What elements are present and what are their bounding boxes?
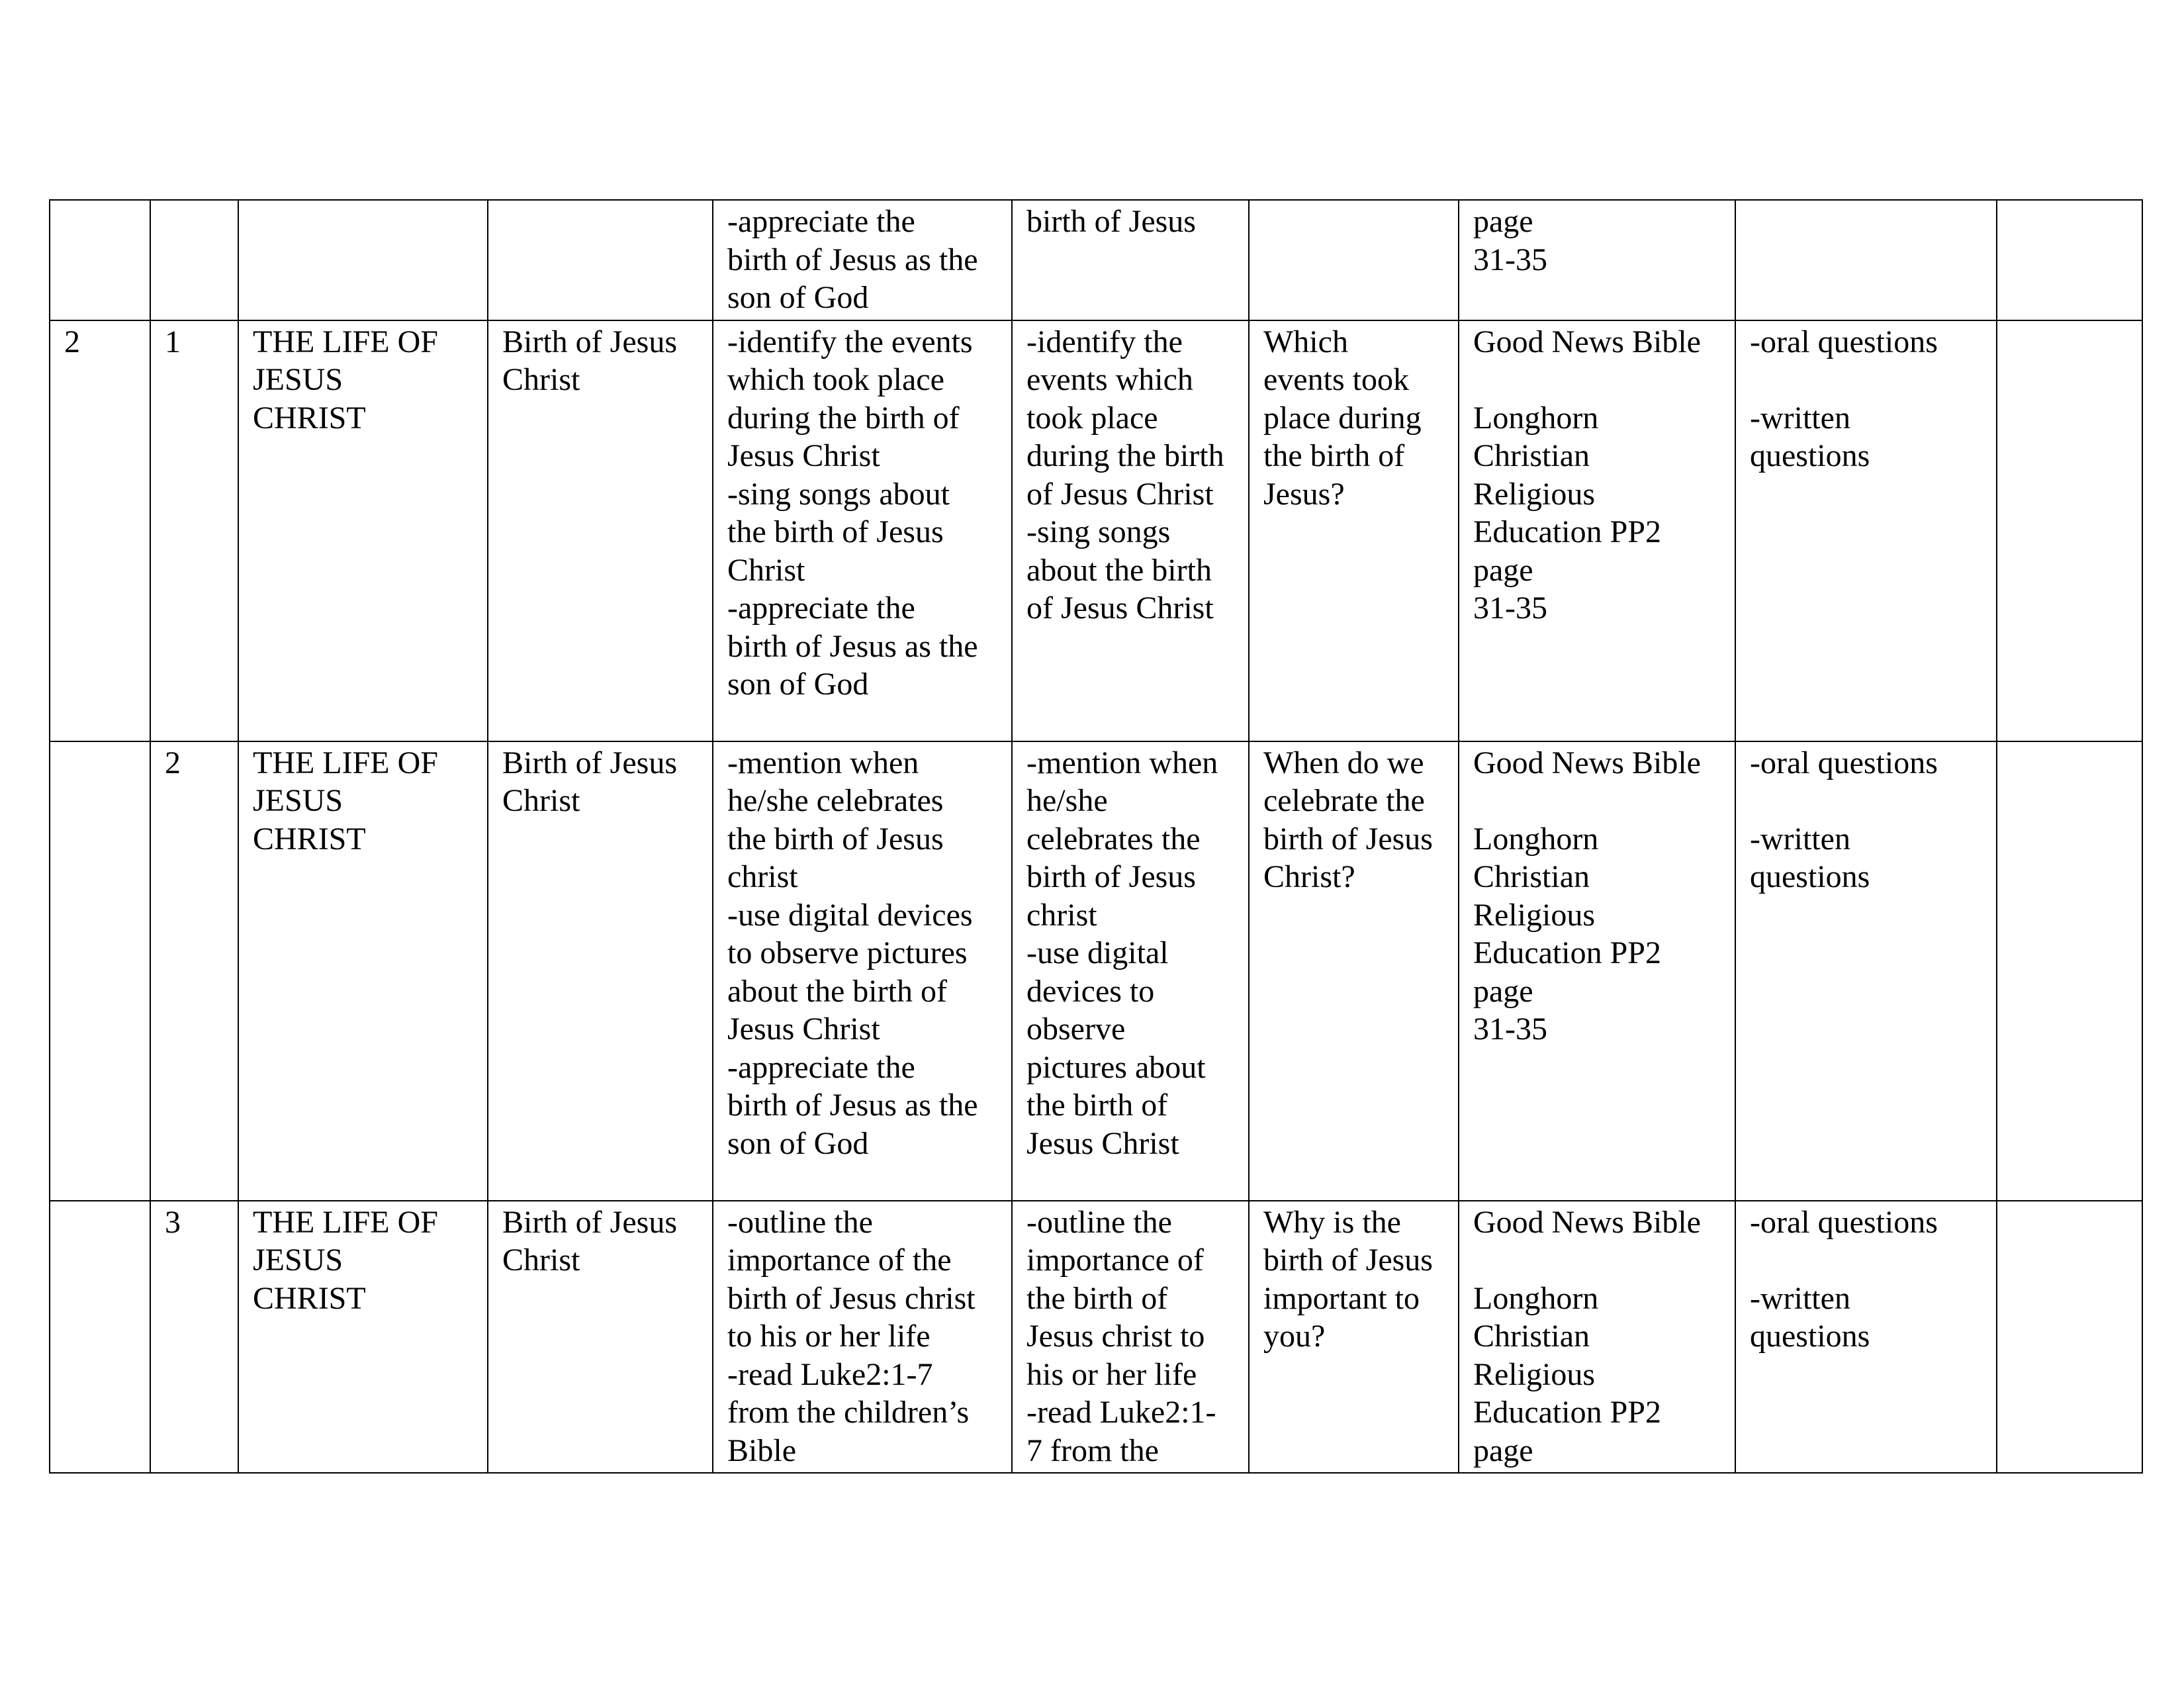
cell-text-line: Christian xyxy=(1473,1319,1590,1354)
cell-text-line: JESUS xyxy=(253,783,343,818)
cell-text-line: -outline the xyxy=(727,1204,873,1240)
lesson-cell xyxy=(150,320,238,741)
cell-text-line: Christian xyxy=(1473,859,1590,894)
table-row xyxy=(50,200,2142,320)
cell-text-line: page xyxy=(1473,1432,1533,1468)
cell-text-line: birth of Jesus as the xyxy=(727,1088,978,1123)
sub-strand-cell xyxy=(488,200,713,320)
table-row xyxy=(50,1201,2142,1474)
cell-text-line: he/she xyxy=(1026,783,1108,818)
cell-text-line: questions xyxy=(1750,1319,1870,1354)
cell-text-line: Longhorn xyxy=(1473,1280,1599,1316)
lesson-cell xyxy=(150,741,238,1201)
cell-text-line: importance of the xyxy=(727,1243,952,1278)
cell-text-line: -oral questions xyxy=(1750,745,1938,780)
cell-text-line: Why is the xyxy=(1263,1204,1401,1240)
cell-text-line: to observe pictures xyxy=(727,935,968,970)
cell-text-line: took place xyxy=(1026,400,1158,436)
cell-text: 2 xyxy=(64,324,80,359)
cell-text-line: When do we xyxy=(1263,745,1424,780)
cell-text-line: questions xyxy=(1750,438,1870,473)
reflection-cell xyxy=(1997,200,2142,320)
strand-cell xyxy=(238,320,488,741)
cell-text-line: -oral questions xyxy=(1750,1204,1938,1240)
cell-text-line: celebrate the xyxy=(1263,783,1425,818)
cell-text-line: Birth of Jesus xyxy=(502,324,677,359)
cell-text-line: the birth of Jesus xyxy=(727,514,944,549)
cell-text-line: Jesus Christ xyxy=(727,438,880,473)
strand-cell xyxy=(238,200,488,320)
key-inquiry-question-cell xyxy=(1249,741,1459,1201)
cell-text-line: -use digital xyxy=(1026,935,1169,970)
reflection-cell xyxy=(1997,320,2142,741)
sub-strand-cell xyxy=(488,320,713,741)
cell-text-line: -appreciate the xyxy=(727,590,915,626)
blank-line xyxy=(1473,782,1721,820)
scheme-of-work-table xyxy=(49,199,2143,1474)
cell-text-line: birth of Jesus christ xyxy=(727,1280,976,1316)
cell-text-line: Which xyxy=(1263,324,1348,359)
cell-text-line: Religious xyxy=(1473,476,1596,512)
cell-text-line: JESUS xyxy=(253,362,343,397)
cell-text-line: son of God xyxy=(727,1125,869,1161)
resources-cell xyxy=(1459,1201,1735,1474)
blank-line xyxy=(1473,361,1721,399)
cell-text-line: -outline the xyxy=(1026,1204,1172,1240)
reflection-cell xyxy=(1997,1201,2142,1474)
cell-text-line: Christ xyxy=(502,1243,580,1278)
cell-text-line: he/she celebrates xyxy=(727,783,944,818)
cell-text-line: the birth of xyxy=(1026,1280,1168,1316)
cell-text-line: about the birth of xyxy=(727,973,947,1009)
cell-text-line: Jesus christ to xyxy=(1026,1319,1205,1354)
cell-text-line: Christian xyxy=(1473,438,1590,473)
cell-text-line: of Jesus Christ xyxy=(1026,476,1214,512)
cell-text-line: Christ? xyxy=(1263,859,1355,894)
learning-experiences-cell xyxy=(1012,741,1249,1201)
cell-text-line: 31-35 xyxy=(1473,242,1547,277)
cell-text-line: Good News Bible xyxy=(1473,1204,1701,1240)
cell-text-line: Longhorn xyxy=(1473,400,1599,436)
strand-cell xyxy=(238,741,488,1201)
cell-text-line: -written xyxy=(1750,1280,1850,1316)
week-cell xyxy=(50,741,150,1201)
cell-text-line: Jesus Christ xyxy=(1026,1125,1179,1161)
cell-text-line: JESUS xyxy=(253,1243,343,1278)
cell-text-line: -identify the events xyxy=(727,324,973,359)
assessment-cell xyxy=(1735,1201,1997,1474)
cell-text-line: 7 from the xyxy=(1026,1432,1159,1468)
cell-text-line: -written xyxy=(1750,400,1850,436)
cell-text-line: from the children’s xyxy=(727,1395,970,1430)
cell-text-line: Education PP2 xyxy=(1473,1395,1661,1430)
key-inquiry-question-cell xyxy=(1249,1201,1459,1474)
cell-text-line: Jesus? xyxy=(1263,476,1345,512)
key-inquiry-question-cell xyxy=(1249,320,1459,741)
cell-text-line: CHRIST xyxy=(253,400,366,436)
learning-outcomes-cell xyxy=(713,1201,1012,1474)
cell-text-line: during the birth of xyxy=(727,400,960,436)
cell-text-line: birth of Jesus xyxy=(1026,859,1196,894)
learning-experiences-cell xyxy=(1012,1201,1249,1474)
cell-text-line: son of God xyxy=(727,280,869,315)
strand-cell xyxy=(238,1201,488,1474)
cell-text-line: son of God xyxy=(727,667,869,702)
cell-text-line: page xyxy=(1473,552,1533,588)
cell-text-line: Birth of Jesus xyxy=(502,1204,677,1240)
cell-text-line: birth of Jesus as the xyxy=(727,242,978,277)
cell-text-line: -mention when xyxy=(1026,745,1218,780)
table-row xyxy=(50,741,2142,1201)
cell-text-line: Longhorn xyxy=(1473,821,1599,857)
lesson-cell xyxy=(150,1201,238,1474)
cell-text-line: the birth of xyxy=(1026,1088,1168,1123)
cell-text-line: -written xyxy=(1750,821,1850,857)
cell-text-line: -mention when xyxy=(727,745,919,780)
cell-text-line: devices to xyxy=(1026,973,1155,1009)
cell-text-line: THE LIFE OF xyxy=(253,324,438,359)
cell-text-line: -sing songs about xyxy=(727,476,950,512)
cell-text-line: Christ xyxy=(502,783,580,818)
blank-line xyxy=(1750,361,1983,399)
cell-text-line: -read Luke2:1-7 xyxy=(727,1356,933,1392)
cell-text-line: birth of Jesus as the xyxy=(727,628,978,664)
cell-text-line: Birth of Jesus xyxy=(502,745,677,780)
cell-text-line: christ xyxy=(1026,897,1097,933)
cell-text-line: Religious xyxy=(1473,897,1596,933)
cell-text-line: important to xyxy=(1263,1280,1420,1316)
learning-experiences-cell xyxy=(1012,200,1249,320)
cell-text-line: page xyxy=(1473,204,1533,239)
cell-text-line: -sing songs xyxy=(1026,514,1171,549)
resources-cell xyxy=(1459,200,1735,320)
cell-text-line: THE LIFE OF xyxy=(253,745,438,780)
blank-line xyxy=(1750,782,1983,820)
cell-text-line: Christ xyxy=(727,552,805,588)
cell-text-line: celebrates the xyxy=(1026,821,1201,857)
resources-cell xyxy=(1459,320,1735,741)
resources-cell xyxy=(1459,741,1735,1201)
table-row xyxy=(50,320,2142,741)
key-inquiry-question-cell xyxy=(1249,200,1459,320)
cell-text-line: his or her life xyxy=(1026,1356,1197,1392)
learning-outcomes-cell xyxy=(713,320,1012,741)
week-cell xyxy=(50,1201,150,1474)
cell-text-line: events which xyxy=(1026,362,1193,397)
cell-text-line: -appreciate the xyxy=(727,1049,915,1085)
cell-text-line: during the birth xyxy=(1026,438,1224,473)
cell-text-line: place during xyxy=(1263,400,1422,436)
cell-text-line: 31-35 xyxy=(1473,1011,1547,1047)
cell-text-line: about the birth xyxy=(1026,552,1212,588)
cell-text-line: which took place xyxy=(727,362,944,397)
cell-text-line: of Jesus Christ xyxy=(1026,590,1214,626)
cell-text-line: events took xyxy=(1263,362,1409,397)
cell-text-line: page xyxy=(1473,973,1533,1009)
cell-text-line: importance of xyxy=(1026,1243,1204,1278)
cell-text-line: birth of Jesus xyxy=(1026,204,1196,239)
cell-text-line: christ xyxy=(727,859,798,894)
cell-text-line: Good News Bible xyxy=(1473,745,1701,780)
week-cell xyxy=(50,200,150,320)
cell-text-line: -appreciate the xyxy=(727,204,915,239)
cell-text-line: Jesus Christ xyxy=(727,1011,880,1047)
cell-text-line: CHRIST xyxy=(253,821,366,857)
assessment-cell xyxy=(1735,320,1997,741)
cell-text-line: questions xyxy=(1750,859,1870,894)
learning-outcomes-cell xyxy=(713,200,1012,320)
sub-strand-cell xyxy=(488,1201,713,1474)
blank-line xyxy=(1473,1241,1721,1280)
cell-text-line: birth of Jesus xyxy=(1263,821,1433,857)
cell-text-line: CHRIST xyxy=(253,1280,366,1316)
assessment-cell xyxy=(1735,741,1997,1201)
cell-text-line: pictures about xyxy=(1026,1049,1206,1085)
cell-text-line: Bible xyxy=(727,1432,796,1468)
blank-line xyxy=(1750,1241,1983,1280)
reflection-cell xyxy=(1997,741,2142,1201)
cell-text-line: Christ xyxy=(502,362,580,397)
cell-text-line: -read Luke2:1- xyxy=(1026,1395,1216,1430)
learning-outcomes-cell xyxy=(713,741,1012,1201)
cell-text-line: Good News Bible xyxy=(1473,324,1701,359)
cell-text-line: -use digital devices xyxy=(727,897,973,933)
cell-text-line: the birth of Jesus xyxy=(727,821,944,857)
cell-text-line: Education PP2 xyxy=(1473,514,1661,549)
learning-experiences-cell xyxy=(1012,320,1249,741)
cell-text-line: 31-35 xyxy=(1473,590,1547,626)
sub-strand-cell xyxy=(488,741,713,1201)
cell-text-line: -oral questions xyxy=(1750,324,1938,359)
cell-text-line: Education PP2 xyxy=(1473,935,1661,970)
lesson-cell xyxy=(150,200,238,320)
cell-text: 2 xyxy=(165,745,181,780)
cell-text-line: Religious xyxy=(1473,1356,1596,1392)
cell-text-line: -identify the xyxy=(1026,324,1183,359)
cell-text: 3 xyxy=(165,1204,181,1240)
cell-text-line: to his or her life xyxy=(727,1319,931,1354)
cell-text-line: the birth of xyxy=(1263,438,1405,473)
cell-text-line: birth of Jesus xyxy=(1263,1243,1433,1278)
cell-text-line: you? xyxy=(1263,1319,1326,1354)
assessment-cell xyxy=(1735,200,1997,320)
cell-text-line: observe xyxy=(1026,1011,1126,1047)
cell-text: 1 xyxy=(165,324,181,359)
cell-text-line: THE LIFE OF xyxy=(253,1204,438,1240)
week-cell xyxy=(50,320,150,741)
